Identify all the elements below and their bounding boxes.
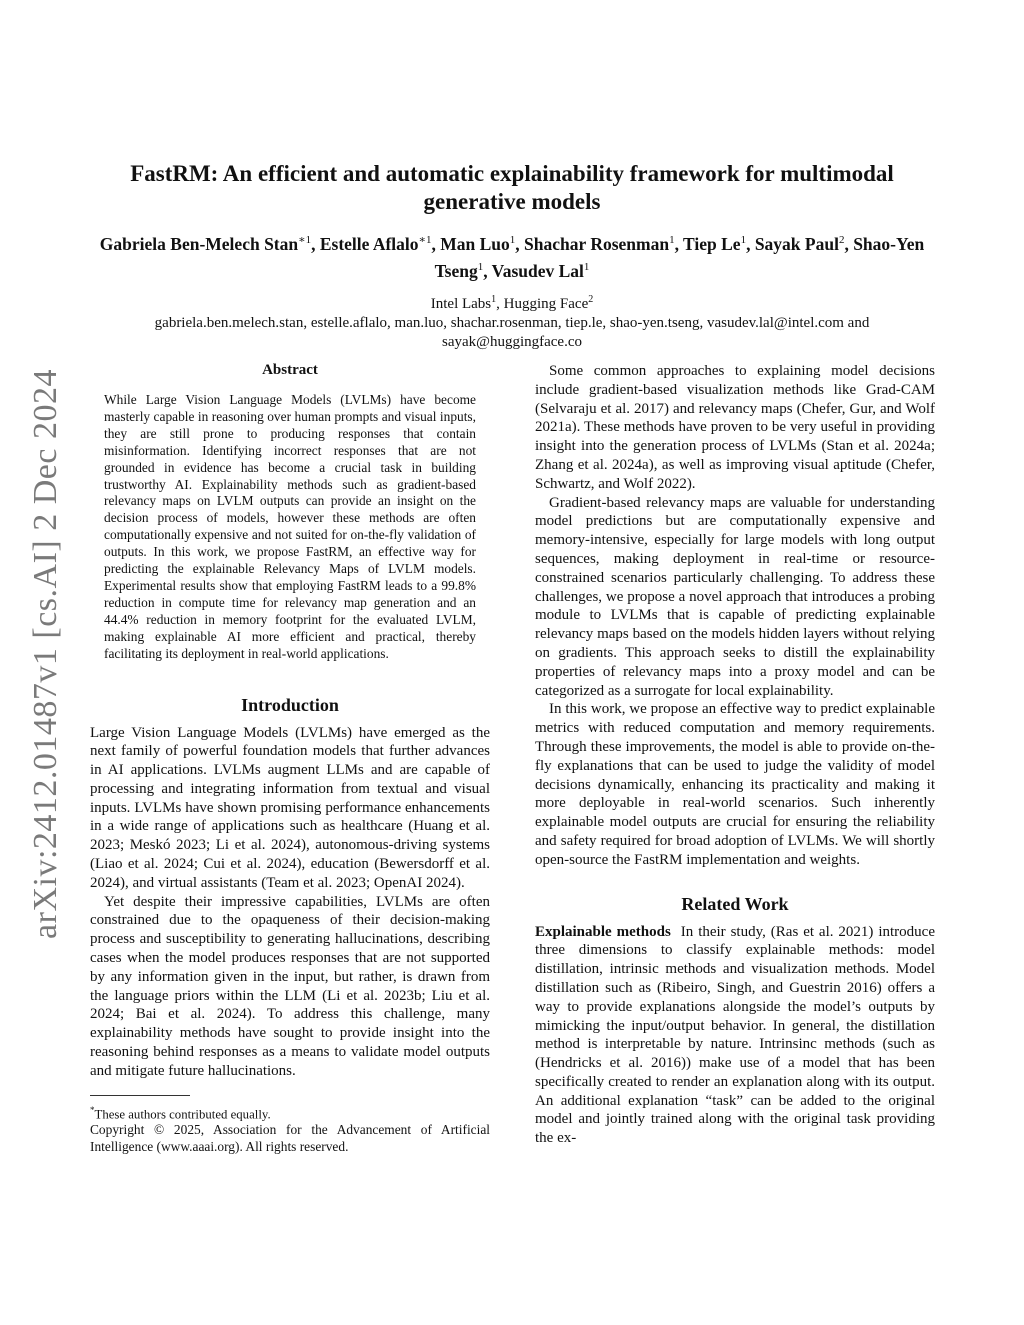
affiliation-mark: 1: [491, 293, 497, 305]
introduction-paragraph: Yet despite their impressive capabilities, LVLMs are often constrained due to the opaqueness of their decision-making process and susceptibility to generating hallucinations, describing cases when the model produces responses that are not supported by any information given in the input, but rather, is drawn from the language priors within the LLM (Li et al. 2023b; Liu et al. 2024; Bai et al. 2024). To address this challenge, many explainability methods have sought to provide insight into the reasoning behind responses as a means to validate model outputs and mitigate future hallucinations.: [90, 893, 490, 1079]
paper-header: [92, 160, 932, 352]
abstract: [90, 362, 490, 663]
affiliations: Intel Labs$^1$, Hugging Face$^2$: [430, 293, 594, 312]
author-affiliation-mark: 2: [838, 234, 845, 246]
body-paragraph: Some common approaches to explaining model decisions include gradient-based visualization methods like Grad-CAM (Selvaraju et al. 2017) and relevancy maps (Chefer, Gur, and Wolf 2021a). These methods have proven to be very useful in providing insight into the generation process of LVLMs (Stan et al. 2024a; Zhang et al. 2024a), as well as improving visual aptitude (Chefer, Schwartz, and Wolf 2022).: [535, 363, 935, 492]
copyright-notice: Copyright © 2025, Association for the Advancement of Artificial Intelligence (www.aaai.org). All rights reserved.: [90, 1121, 490, 1154]
author-name: Man Luo: [440, 233, 510, 254]
abstract-text: While Large Vision Language Models (LVLMs) have become masterly capable in reasoning over human prompts and visual inputs, they are still prone to producing responses that contain misinformation. Identifying incorrect responses that are not grounded in evidence has become a crucial task in building trustworthy AI. Explainability methods such as gradient-based relevancy maps on LVLM outputs can provide an insight on the decision process of models, however these methods are often computationally expensive and not suited for on-the-fly validation of outputs. In this work, we propose FastRM, an effective way for predicting the explainable Relevancy Maps of LVLM models. Experimental results show that employing FastRM leads to a 99.8% reduction in compute time for relevancy map generation and an 44.4% reduction in memory footprint for the evaluated LVLM, making explainable AI more efficient and practical, thereby facilitating its deployment in real-world applications.: [104, 392, 476, 661]
author-name: Gabriela Ben-Melech Stan: [99, 233, 299, 254]
right-column: [535, 362, 935, 1148]
author-name: Vasudev Lal: [491, 260, 584, 281]
author-name: Shao-Yen Tseng: [434, 233, 925, 281]
footnote-divider: [90, 1095, 190, 1096]
body-paragraph: Gradient-based relevancy maps are valuable for understanding model predictions but are computationally expensive and memory-intensive, especially for large models with long output sequences, making deployment in real-time or resource-constrained scenarios particularly challenging. To address these challenges, we propose a novel approach that introduces a probing module to LVLMs that is capable of predicting explainable relevancy maps based on the models hidden layers without relying on gradients. This approach seeks to distill the explainability properties of relevancy maps into a proxy model and can be categorized as a surrogate for local explainability.: [535, 494, 935, 699]
author-affiliation-mark: 1: [509, 234, 516, 246]
author-emails: gabriela.ben.melech.stan, estelle.aflalo, man.luo, shachar.rosenman, tiep.le, shao-yen.tseng, vasudev.lal@intel.com and sayak@huggingface.co: [154, 314, 870, 350]
paper-title: FastRM: An efficient and automatic explainability framework for multimodal generative models: [130, 161, 894, 214]
affiliation-name: Hugging Face: [503, 295, 589, 312]
arxiv-identifier-stamp: arXiv:2412.01487v1 [cs.AI] 2 Dec 2024: [27, 369, 64, 939]
author-name: Shachar Rosenman: [524, 233, 670, 254]
author-list: Gabriela Ben-Melech Stan$^{∗1}$, Estelle Aflalo$^{∗1}$, Man Luo$^1$, Shachar Rosenman$^1$, Tiep Le$^1$, Sayak Paul$^2$, Shao-Yen Tseng$^1$, Vasudev Lal$^1$: [99, 233, 925, 281]
affiliation-mark: 2: [588, 293, 594, 305]
related-work-paragraph: [535, 923, 935, 1149]
footnote-mark: *: [90, 1104, 95, 1115]
author-name: Tiep Le: [683, 233, 741, 254]
author-affiliation-mark: 1: [669, 234, 675, 246]
author-affiliation-mark: ∗1: [418, 234, 432, 246]
left-column: [90, 362, 490, 1156]
author-affiliation-mark: ∗1: [298, 234, 312, 246]
footnote-text: These authors contributed equally.: [94, 1106, 271, 1121]
author-affiliation-mark: 1: [583, 260, 590, 273]
author-name: Sayak Paul: [754, 233, 839, 254]
author-affiliation-mark: 1: [740, 234, 747, 246]
run-in-heading: Explainable methods: [535, 923, 671, 940]
author-name: Estelle Aflalo: [319, 233, 419, 254]
affiliation-name: Intel Labs: [430, 295, 492, 312]
related-work-text: In their study, (Ras et al. 2021) introduce three dimensions to classify explainable methods: model distillation, intrinsic methods and visualization methods. Model distillation such as (Ribeiro, Singh, and Guestrin 2016) offers a way to provide explanations alongside the model’s outputs by mimicking the input/output behavior. In general, the distillation method is interpretable by nature. Intrinsinc methods (such as (Hendricks et al. 2016)) make use of a model that has been specifically created to render an explanation along with its output. An additional explanation “task” can be added to the original model and jointly trained along with the original task providing the ex-: [535, 923, 935, 1147]
author-affiliation-mark: 1: [477, 260, 484, 273]
introduction-paragraph: Large Vision Language Models (LVLMs) have emerged as the next family of powerful foundation models that further advances in AI applications. LVLMs augment LLMs and are capable of processing and integrating information from textual and visual inputs. LVLMs have shown promising performance enhancements in a wide range of applications such as healthcare (Huang et al. 2023; Meskó 2023; Li et al. 2024), autonomous-driving systems (Liao et al. 2024; Cui et al. 2024), education (Bewersdorff et al. 2024), and virtual assistants (Team et al. 2023; OpenAI 2024).: [90, 724, 490, 891]
introduction-heading: Introduction: [241, 694, 339, 715]
abstract-heading: Abstract: [262, 362, 318, 378]
footnote: [90, 1102, 490, 1122]
related-work-heading: Related Work: [681, 893, 789, 914]
body-paragraph: In this work, we propose an effective way to predict explainable metrics with reduced computation and memory requirements. Through these improvements, the model is able to provide on-the-fly explanations that can be used to judge the validity of model decisions dynamically, enhancing its practicality and making it more deployable in real-world scenarios. Such inherently explainable model outputs are crucial for ensuring the reliability and safety required for broad adoption of LVLMs. We will shortly open-source the FastRM implementation and weights.: [535, 701, 935, 868]
